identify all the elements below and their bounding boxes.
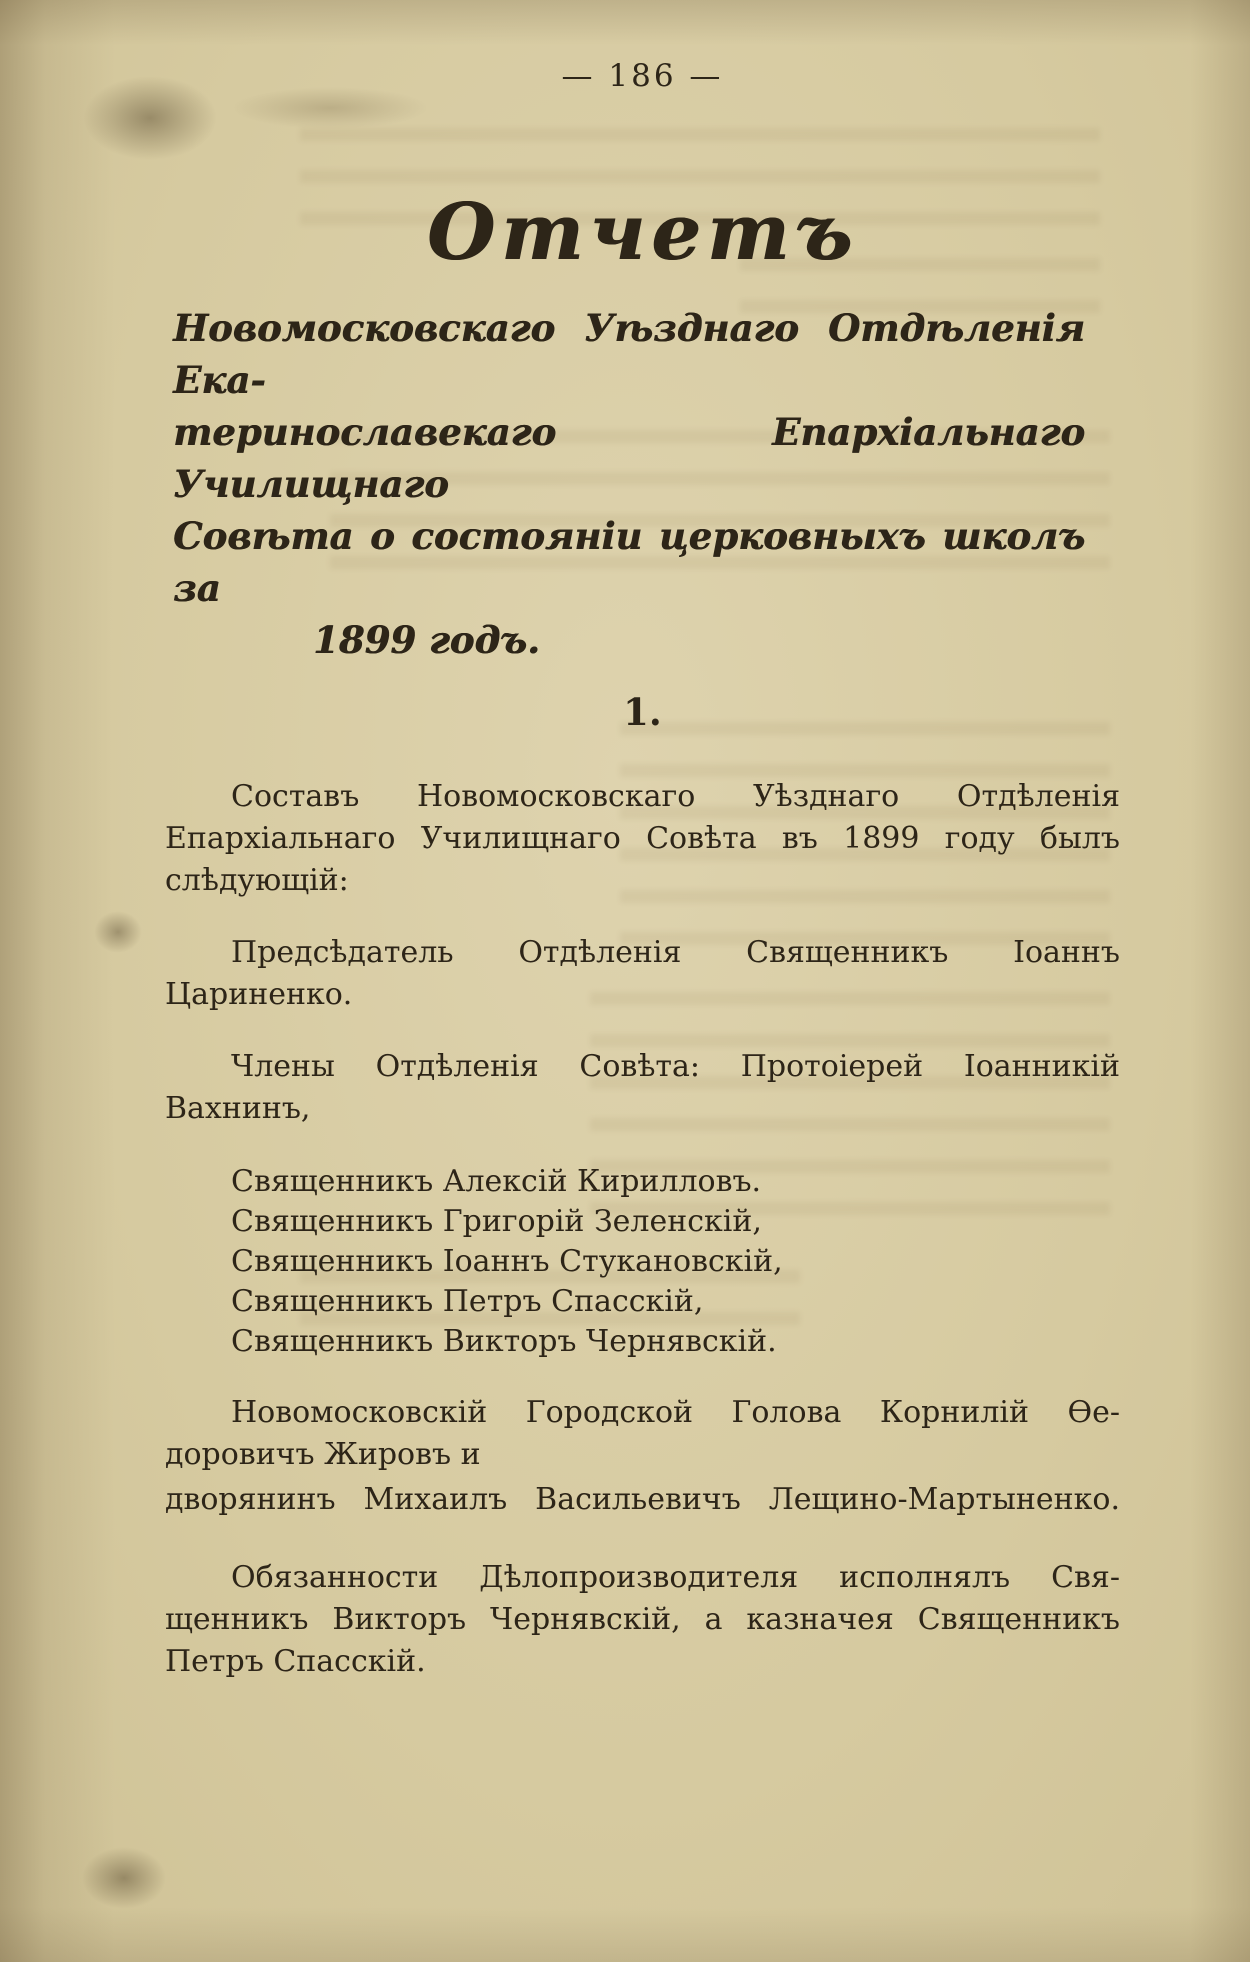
subtitle-line: теринославекаго Епархіальнаго Училищнаго (173, 410, 1085, 506)
member-item: Священникъ Викторъ Чернявскій. (231, 1324, 777, 1359)
body-line: Новомосковскій Городской Голова Корнилій Ѳе- (231, 1395, 1120, 1430)
report-subtitle (173, 302, 1085, 666)
report-title: Отчетъ (426, 187, 859, 278)
subtitle-line: Совѣта о состояніи церковныхъ школъ за (173, 514, 1085, 610)
body-line: Составъ Новомосковскаго Уѣзднаго Отдѣленія (231, 779, 1120, 814)
body-line: Предсѣдатель Отдѣленія Священникъ Іоаннъ (231, 935, 1120, 970)
subtitle-line: 1899 годъ. (313, 618, 540, 662)
body-line: Епархіальнаго Училищнаго Совѣта въ 1899 году былъ (165, 821, 1120, 856)
subtitle-line: Новомосковскаго Уѣзднаго Отдѣленія Ека- (173, 306, 1085, 402)
body-line: Вахнинъ, (165, 1091, 311, 1126)
report-body (165, 776, 1120, 1683)
member-item: Священникъ Алексій Кирилловъ. (231, 1164, 762, 1199)
paragraph-clerk-and-treasurer (165, 1557, 1120, 1683)
body-line: доровичъ Жировъ и (165, 1437, 481, 1472)
paragraph-council-members (165, 1046, 1120, 1130)
body-line: дворянинъ Михаилъ Васильевичъ Лещино-Мартыненко. (165, 1482, 1120, 1517)
body-line: Члены Отдѣленія Совѣта: Протоіерей Іоанникій (231, 1049, 1120, 1084)
member-item: Священникъ Іоаннъ Стукановскій, (231, 1244, 783, 1279)
paragraph-mayor-and-nobleman (165, 1392, 1120, 1521)
section-number: 1. (623, 690, 662, 734)
page-number: — 186 — (561, 58, 724, 94)
member-item: Священникъ Петръ Спасскій, (231, 1284, 704, 1319)
body-line: Цариненко. (165, 977, 353, 1012)
page-content (165, 0, 1120, 1683)
body-line: Обязанности Дѣлопроизводителя исполнялъ Свя- (231, 1560, 1120, 1595)
paragraph-chairman (165, 932, 1120, 1016)
paragraph-council-composition (165, 776, 1120, 902)
member-list (165, 1162, 1120, 1362)
body-line: слѣдующій: (165, 863, 349, 898)
member-item: Священникъ Григорій Зеленскій, (231, 1204, 762, 1239)
body-line: Петръ Спасскій. (165, 1644, 426, 1679)
body-line: щенникъ Викторъ Чернявскій, а казначея Священникъ (165, 1602, 1120, 1637)
